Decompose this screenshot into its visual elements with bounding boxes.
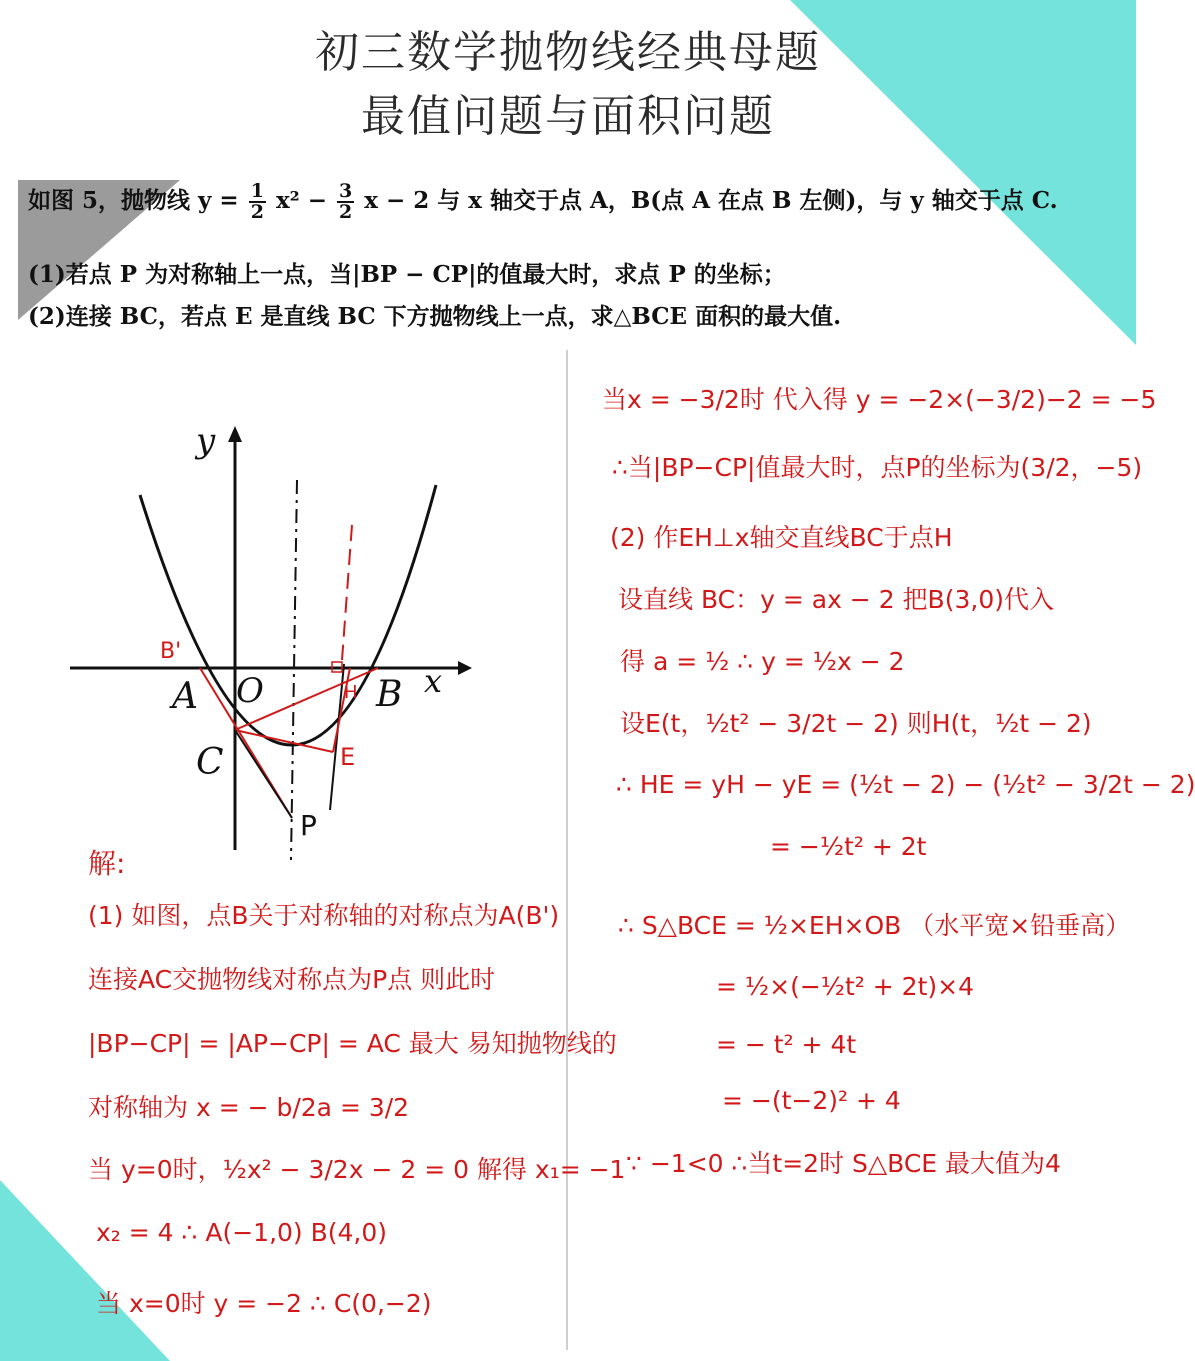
solution-line-3: |BP−CP| = |AP−CP| = AC 最大 易知抛物线的 — [88, 1029, 617, 1058]
solution-line-4: 对称轴为 x = − b/2a = 3/2 — [88, 1093, 410, 1122]
solution-right-12: = −(t−2)² + 4 — [722, 1086, 901, 1115]
solution-line-5: 当 y=0时，½x² − 3/2x − 2 = 0 解得 x₁= −1 — [88, 1155, 626, 1184]
solution-right-1: 当x = −3/2时 代入得 y = −2×(−3/2)−2 = −5 — [602, 385, 1157, 414]
problem-mid: x² − — [275, 187, 328, 214]
solution-right-9: ∴ S△BCE = ½×EH×OB （水平宽×铅垂高） — [618, 911, 1131, 940]
problem-suffix: x − 2 与 x 轴交于点 A，B(点 A 在点 B 左侧)，与 y 轴交于点 C. — [364, 187, 1058, 214]
solution-right-7: ∴ HE = yH − yE = (½t − 2) − (½t² − 3/2t − 2) — [616, 770, 1195, 799]
solution-right-4: 设直线 BC：y = ax − 2 把B(3,0)代入 — [618, 585, 1054, 614]
solution-line-1: (1) 如图，点B关于对称轴的对称点为A(B') — [88, 901, 560, 930]
solution-line-2: 连接AC交抛物线对称点为P点 则此时 — [88, 965, 496, 994]
solution-right-2: ∴当|BP−CP|值最大时，点P的坐标为(3/2，−5) — [612, 453, 1143, 482]
point-c-label: C — [196, 742, 224, 783]
point-b-prime-label: B' — [160, 639, 182, 664]
solution-line-7: 当 x=0时 y = −2 ∴ C(0,−2) — [96, 1289, 432, 1318]
solution-right-6: 设E(t，½t² − 3/2t − 2) 则H(t，½t − 2) — [620, 709, 1092, 738]
point-a-label: A — [172, 676, 198, 717]
solution-right-10: = ½×(−½t² + 2t)×4 — [716, 972, 974, 1001]
parabola-figure — [60, 420, 480, 860]
problem-statement — [28, 182, 1058, 222]
solution-right-11: = − t² + 4t — [716, 1030, 857, 1059]
point-e-label: E — [340, 743, 356, 771]
point-p-label: P — [300, 809, 317, 842]
solution-line-6: x₂ = 4 ∴ A(−1,0) B(4,0) — [96, 1218, 388, 1247]
solution-heading: 解: — [88, 847, 126, 880]
problem-prefix: 如图 5，抛物线 y = — [28, 187, 239, 214]
point-h-label: H — [344, 682, 358, 703]
title-line-1: 初三数学抛物线经典母题 — [315, 27, 821, 78]
point-b-label: B — [376, 674, 403, 715]
x-axis-label: x — [424, 662, 443, 700]
solution-right-8: = −½t² + 2t — [770, 832, 927, 861]
solution-right-13: ∵ −1<0 ∴当t=2时 S△BCE 最大值为4 — [626, 1149, 1061, 1178]
fraction-one-half: $\frac{1}{2}$ — [250, 180, 264, 223]
column-divider — [566, 350, 568, 1350]
solution-right-5: 得 a = ½ ∴ y = ½x − 2 — [620, 647, 905, 676]
title-line-2: 最值问题与面积问题 — [361, 91, 775, 142]
question-2: (2)连接 BC，若点 E 是直线 BC 下方抛物线上一点，求△BCE 面积的最大值. — [28, 303, 842, 330]
question-1: (1)若点 P 为对称轴上一点，当|BP − CP|的值最大时，求点 P 的坐标； — [28, 261, 786, 288]
fraction-three-halves: $\frac{3}{2}$ — [339, 180, 353, 223]
y-axis-label: y — [196, 421, 216, 461]
solution-right-3: (2) 作EH⊥x轴交直线BC于点H — [610, 523, 953, 552]
origin-label: O — [236, 671, 264, 711]
